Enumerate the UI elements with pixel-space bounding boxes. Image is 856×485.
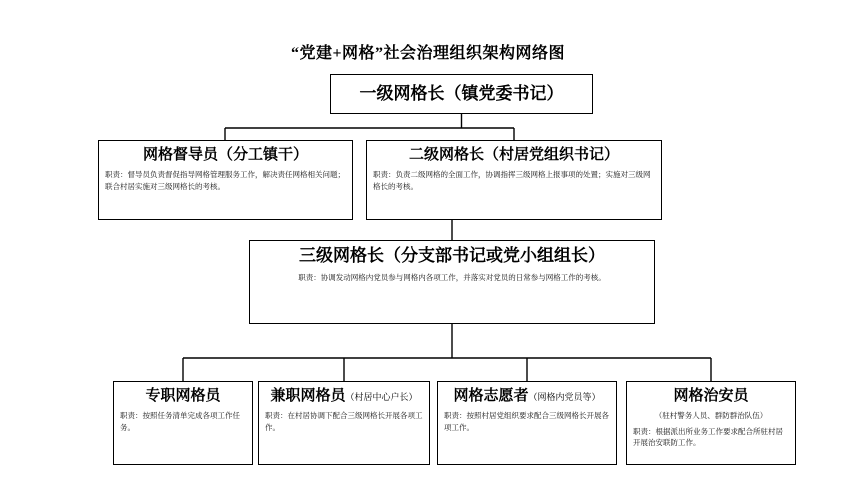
node-grid-security-officer bbox=[626, 381, 796, 465]
node-part-time-grid-member bbox=[258, 381, 430, 465]
node-heading bbox=[265, 386, 423, 406]
node-description: 职责：在村居协调下配合三级网格长开展各项工作。 bbox=[265, 411, 423, 432]
node-description: 职责：负责二级网格的全面工作，协调指挥三级网格上报事项的处置；实施对三级网格长的考核。 bbox=[373, 170, 651, 191]
node-heading: 网格治安员 bbox=[673, 388, 749, 404]
node-heading-text: 网格志愿者 bbox=[453, 388, 529, 404]
diagram-title: “党建+网格”社会治理组织架构网络图 bbox=[290, 45, 566, 62]
node-grid-supervisor bbox=[98, 140, 353, 220]
node-level-2-grid-chief bbox=[366, 140, 662, 220]
node-description: 职责：督导员负责督促指导网格管理服务工作，解决责任网格相关问题；联合村居实施对三级网格长的考核。 bbox=[105, 170, 345, 191]
node-heading-text: 兼职网格员 bbox=[270, 388, 346, 404]
node-heading: 一级网格长（镇党委书记） bbox=[359, 83, 564, 103]
node-description: 职责：根据派出所业务工作要求配合所驻村居开展治安联防工作。 bbox=[633, 426, 783, 447]
node-level-3-grid-chief bbox=[249, 240, 655, 324]
node-level-1-grid-chief bbox=[330, 74, 593, 114]
node-heading: 三级网格长（分支部书记或党小组组长） bbox=[299, 246, 605, 265]
node-heading bbox=[120, 386, 246, 406]
node-sub-heading: （驻村警务人员、群防群治队伍） bbox=[654, 411, 768, 421]
node-heading: 二级网格长（村居党组织书记） bbox=[408, 147, 619, 163]
node-grid-volunteer bbox=[437, 381, 617, 465]
node-heading-text: 专职网格员 bbox=[145, 388, 221, 404]
node-heading: 网格督导员（分工镇干） bbox=[142, 147, 308, 163]
node-heading-sub: （村居中心户长） bbox=[345, 392, 418, 402]
node-heading bbox=[444, 386, 610, 406]
node-description: 职责：协调发动网格内党员参与网格内各项工作，并落实对党员的日常参与网格工作的考核。 bbox=[298, 272, 606, 282]
node-description: 职责：按照村居党组织要求配合三级网格长开展各项工作。 bbox=[444, 411, 609, 432]
node-full-time-grid-member bbox=[113, 381, 253, 465]
node-heading-sub: （网格内党员等） bbox=[528, 392, 601, 402]
node-description: 职责：按照任务清单完成各项工作任务。 bbox=[120, 411, 240, 432]
